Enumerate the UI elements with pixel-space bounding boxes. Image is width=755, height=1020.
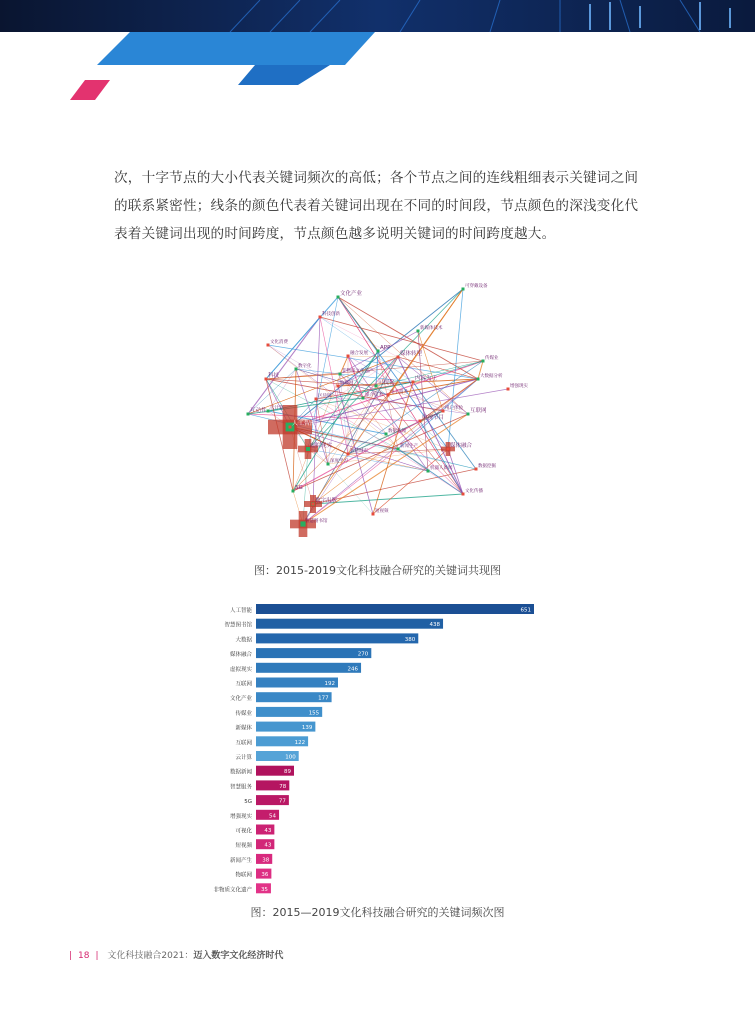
body-paragraph: 次，十字节点的大小代表关键词频次的高低；各个节点之间的连线粗细表示关键词之间的联系紧密性；线条的颜色代表着关键词出现在不同的时间段，节点颜色的深浅变化代表着关键词出现的时间跨度，节点颜色越多说明关键词的时间跨度越大。 (114, 170, 639, 242)
bar-value-label: 177 (318, 695, 329, 702)
network-keyword-label: 可穿戴设备 (465, 284, 488, 289)
network-keyword-label: 可视化 (378, 380, 395, 386)
bar-category-label: 互联网 (235, 740, 252, 747)
bar-value-label: 35 (260, 886, 268, 893)
network-keyword-label: APP (380, 345, 391, 351)
bar-value-label: 246 (347, 666, 359, 673)
bar-category-label: 智慧图书馆 (224, 622, 252, 629)
bar (256, 619, 443, 629)
network-keyword-label: 数据新闻 (388, 429, 406, 434)
bar-value-label: 270 (357, 651, 369, 658)
network-keyword-label: 媒体转型 (400, 351, 423, 357)
network-keyword-label: 内容为王 (415, 376, 438, 382)
caption-bar-chart: 图：2015—2019文化科技融合研究的关键词频次图 (250, 906, 505, 919)
bar-category-label: 增强现实 (229, 813, 252, 820)
bar-category-label: 物联网 (235, 872, 252, 879)
bar-category-label: 媒体融合 (229, 652, 252, 659)
network-keyword-label: 电子商务 (390, 390, 408, 395)
bar-category-label: 非物质文化遗产 (213, 887, 252, 894)
network-keyword-label: 物联网 (340, 381, 354, 386)
network-keyword-label: 5G (295, 485, 303, 491)
network-keyword-label: 传媒业 (485, 356, 499, 361)
network-edge (398, 449, 463, 494)
network-keyword-label: 新闻生产 (400, 444, 418, 449)
network-keyword-label: 融合发展 (350, 351, 368, 356)
bar-value-label: 38 (262, 857, 270, 864)
network-keyword-label: 科技 (268, 373, 280, 379)
network-keyword-label: 虚拟现实 (310, 443, 333, 449)
keyword-network-graph (208, 259, 531, 545)
bar-value-label: 155 (308, 710, 320, 717)
page-number: 18 (78, 951, 90, 961)
network-keyword-label: 互联网 (470, 408, 487, 414)
network-keyword-label: 媒介技术 (365, 393, 383, 398)
bar-category-label: 虚拟现实 (229, 666, 252, 673)
caption-network: 图：2015-2019文化科技融合研究的关键词共现图 (254, 564, 501, 577)
bar (256, 663, 361, 673)
footer-subtitle: 迈入数字文化经济时代 (193, 951, 284, 961)
bar-category-label: 传媒业 (235, 710, 252, 717)
network-keyword-label: 新媒体技术 (420, 326, 443, 331)
bar (256, 604, 534, 614)
footer-title: 文化科技融合2021： (107, 951, 194, 961)
bar-category-label: 人工智能 (229, 608, 252, 614)
network-keyword-label: 人工智能 (292, 420, 317, 427)
bar (256, 648, 371, 658)
bar-category-label: 可视化 (235, 828, 252, 835)
bar-value-label: 100 (285, 754, 296, 761)
bar-category-label: 文化产业 (229, 696, 252, 703)
bar-value-label: 380 (404, 636, 416, 643)
network-keyword-label: 增强现实 (510, 384, 528, 389)
bar-value-label: 122 (294, 739, 306, 746)
network-keyword-label: 文化产业 (340, 291, 363, 297)
bar-category-label: 互联网 (235, 681, 252, 688)
bar-category-label: 短视频 (235, 843, 252, 850)
network-keyword-label: 文化传播 (465, 489, 483, 494)
bar-value-label: 438 (429, 622, 441, 629)
bar-category-label: 数据新闻 (229, 769, 252, 776)
network-keyword-label: 智慧城市 (350, 449, 368, 454)
header-blue-band (97, 32, 375, 65)
network-keyword-label: 短视频 (375, 509, 389, 514)
bar-value-label: 89 (284, 769, 292, 776)
network-keyword-label: 媒体融合 (450, 443, 473, 449)
page-footer: | 18 | 文化科技融合2021：迈入数字文化经济时代 (69, 951, 284, 961)
bar-category-label: 智慧服务 (229, 784, 252, 791)
network-keyword-label: 机器人新闻 (430, 466, 453, 471)
bar-category-label: 新闻产生 (229, 857, 252, 864)
header-pink-tab (70, 80, 110, 100)
network-edge (313, 317, 320, 504)
header-strip (0, 0, 755, 32)
network-keyword-label: 大数据分析 (480, 374, 503, 379)
network-keyword-label: 区块链 (318, 394, 332, 399)
keyword-frequency-bar-chart (180, 598, 580, 898)
bar-category-label: 新媒体 (235, 725, 252, 732)
network-keyword-label: 非物质文化遗产 (342, 369, 374, 374)
header-blue-band-small (238, 65, 330, 85)
network-keyword-label: 云计算 (270, 406, 284, 411)
bar-value-label: 43 (264, 842, 272, 849)
bar-value-label: 36 (261, 872, 269, 879)
network-keyword-label: 智慧图书馆 (305, 519, 328, 524)
bar-category-label: 大数据 (235, 637, 252, 644)
bar-value-label: 192 (324, 681, 335, 687)
network-keyword-label: 电视节目 (422, 415, 445, 421)
network-keyword-label: 数据挖掘 (478, 464, 496, 469)
bar (256, 633, 418, 643)
bar-value-label: 54 (269, 813, 277, 820)
bar-value-label: 139 (301, 725, 313, 732)
network-keyword-label: 文化消费 (270, 340, 288, 345)
network-keyword-label: 互动性 (250, 408, 267, 414)
network-keyword-label: 用户体验 (445, 406, 463, 411)
network-keyword-label: 数字出版 (315, 498, 338, 504)
network-keyword-label: 深度学习 (330, 459, 348, 464)
bar-value-label: 78 (279, 783, 287, 790)
bar-value-label: 77 (278, 798, 286, 805)
network-keyword-label: 数字化 (298, 364, 312, 369)
bar-category-label: 5G (244, 799, 252, 806)
network-keyword-label: 科技创新 (322, 312, 340, 317)
bar-category-label: 云计算 (235, 755, 252, 761)
network-edge (373, 449, 448, 514)
bar-value-label: 43 (264, 828, 272, 834)
header-banner (0, 0, 755, 105)
bar-value-label: 651 (520, 607, 531, 614)
